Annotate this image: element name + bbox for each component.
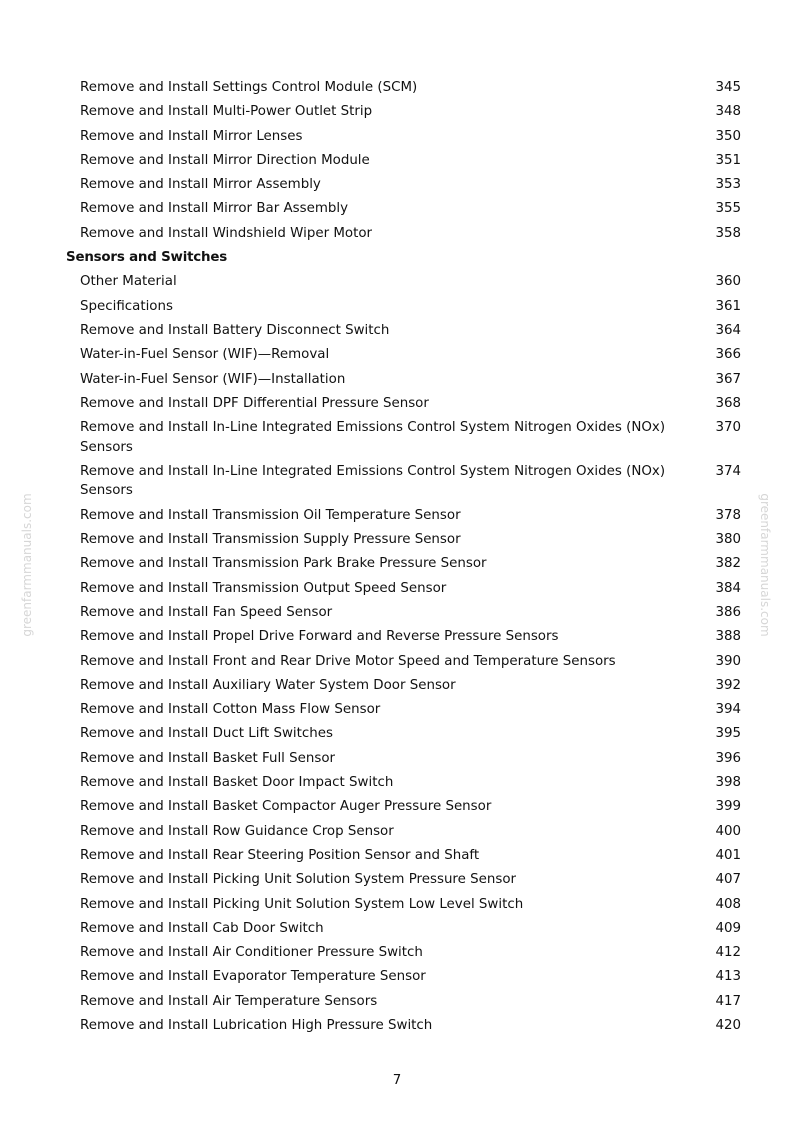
toc-entry-page-number: 370: [715, 420, 741, 436]
toc-entry-page-number: 407: [715, 872, 741, 888]
toc-entry-page-number: 396: [715, 750, 741, 766]
toc-entry-page-number: 368: [715, 395, 741, 411]
toc-entry-page-number: 374: [715, 463, 741, 479]
toc-entry[interactable]: [66, 76, 746, 100]
toc-entry[interactable]: [66, 270, 746, 294]
toc-entry-page-number: 350: [715, 128, 741, 144]
toc-entry-page-number: 360: [715, 274, 741, 290]
toc-group-top: [66, 76, 746, 246]
toc-entry[interactable]: [66, 820, 746, 844]
toc-entry[interactable]: [66, 868, 746, 892]
toc-entry[interactable]: [66, 504, 746, 528]
toc-entry-page-number: 382: [715, 556, 741, 572]
toc-entry-page-number: 380: [715, 532, 741, 548]
toc-entry[interactable]: [66, 990, 746, 1014]
watermark-left: greenfarmmanuals.com: [20, 493, 34, 637]
toc-entry-title: Other Material: [80, 274, 177, 290]
toc-entry-page-number: 353: [715, 177, 741, 193]
toc-entry[interactable]: [66, 747, 746, 771]
toc-entry-page-number: 345: [715, 80, 741, 95]
toc-entry-page-number: 408: [715, 896, 741, 912]
toc-entry-page-number: 392: [715, 677, 741, 693]
toc-entry-title: Remove and Install Row Guidance Crop Sensor: [80, 823, 394, 839]
toc-entry-page-number: 413: [715, 969, 741, 985]
toc-entry[interactable]: [66, 577, 746, 601]
toc-entry[interactable]: [66, 601, 746, 625]
toc-entry-page-number: 400: [715, 823, 741, 839]
toc-entry-page-number: 351: [715, 152, 741, 168]
toc-entry-title: Remove and Install Mirror Assembly: [80, 177, 321, 193]
toc-entry[interactable]: [66, 917, 746, 941]
toc-entry-title: Remove and Install Mirror Direction Module: [80, 152, 370, 168]
toc-entry[interactable]: [66, 625, 746, 649]
toc-entry[interactable]: [66, 552, 746, 576]
toc-entry-title: Remove and Install Transmission Park Brake Pressure Sensor: [80, 556, 487, 572]
toc-entry-page-number: 394: [715, 702, 741, 718]
toc-entry[interactable]: [66, 295, 746, 319]
toc-entry-title: Remove and Install Duct Lift Switches: [80, 726, 333, 742]
toc-entry-title: Remove and Install Transmission Output Speed Sensor: [80, 580, 447, 596]
toc-entry-page-number: 420: [715, 1017, 741, 1033]
toc-entry-title: Remove and Install Settings Control Module (SCM): [80, 80, 418, 95]
watermark-right: greenfarmmanuals.com: [758, 493, 772, 637]
toc-entry[interactable]: [66, 795, 746, 819]
toc-entry-page-number: 398: [715, 775, 741, 791]
toc-entry-title: Remove and Install In-Line Integrated Emissions Control System Nitrogen Oxides (NOx) Sensors: [80, 420, 666, 455]
toc-entry[interactable]: [66, 222, 746, 246]
toc-entry-title: Remove and Install Transmission Oil Temperature Sensor: [80, 507, 461, 523]
toc-entry-title: Remove and Install Basket Door Impact Switch: [80, 775, 394, 791]
toc-group-sensors-and-switches: [66, 270, 746, 1038]
toc-entry-page-number: 361: [715, 298, 741, 314]
toc-entry[interactable]: [66, 100, 746, 124]
toc-entry[interactable]: [66, 392, 746, 416]
toc-entry[interactable]: [66, 698, 746, 722]
toc-entry-page-number: 386: [715, 604, 741, 620]
toc-entry-page-number: 390: [715, 653, 741, 669]
toc-entry-title: Remove and Install Lubrication High Pressure Switch: [80, 1017, 433, 1033]
toc-entry-title: Remove and Install Cotton Mass Flow Sensor: [80, 702, 381, 718]
toc-entry-title: Remove and Install Mirror Bar Assembly: [80, 201, 349, 217]
toc-entry-title: Specifications: [80, 298, 173, 314]
toc-entry[interactable]: [66, 343, 746, 367]
table-of-contents: [66, 76, 746, 1038]
section-heading-sensors-and-switches[interactable]: Sensors and Switches: [66, 250, 228, 266]
toc-entry-page-number: 395: [715, 726, 741, 742]
toc-entry[interactable]: [66, 528, 746, 552]
toc-entry[interactable]: [66, 149, 746, 173]
toc-entry[interactable]: [66, 460, 746, 504]
toc-entry-title: Remove and Install Propel Drive Forward and Reverse Pressure Sensors: [80, 629, 559, 645]
toc-entry-page-number: 384: [715, 580, 741, 596]
toc-entry[interactable]: [66, 722, 746, 746]
toc-entry[interactable]: [66, 319, 746, 343]
toc-entry-title: Remove and Install Windshield Wiper Motor: [80, 225, 373, 241]
toc-entry-title: Water-in-Fuel Sensor (WIF)—Removal: [80, 347, 330, 363]
toc-entry-title: Remove and Install Mirror Lenses: [80, 128, 303, 144]
toc-entry-title: Remove and Install DPF Differential Pressure Sensor: [80, 395, 429, 411]
toc-entry[interactable]: [66, 844, 746, 868]
toc-entry-title: Remove and Install Battery Disconnect Switch: [80, 322, 390, 338]
toc-entry-page-number: 358: [715, 225, 741, 241]
toc-entry[interactable]: [66, 771, 746, 795]
toc-entry-page-number: 348: [715, 104, 741, 120]
toc-entry[interactable]: [66, 674, 746, 698]
toc-entry-title: Remove and Install Air Temperature Sensors: [80, 993, 378, 1009]
toc-entry[interactable]: [66, 1014, 746, 1038]
toc-entry-title: Remove and Install Picking Unit Solution System Pressure Sensor: [80, 872, 517, 888]
toc-entry-title: Remove and Install Front and Rear Drive Motor Speed and Temperature Sensors: [80, 653, 616, 669]
toc-entry[interactable]: [66, 416, 746, 460]
toc-entry-title: Remove and Install In-Line Integrated Emissions Control System Nitrogen Oxides (NOx) Sensors: [80, 463, 666, 499]
toc-entry-title: Remove and Install Multi-Power Outlet Strip: [80, 104, 373, 120]
toc-entry[interactable]: [66, 650, 746, 674]
toc-entry-title: Remove and Install Transmission Supply Pressure Sensor: [80, 532, 461, 548]
toc-entry-title: Remove and Install Cab Door Switch: [80, 920, 324, 936]
toc-entry-title: Remove and Install Fan Speed Sensor: [80, 604, 333, 620]
toc-entry-page-number: 366: [715, 347, 741, 363]
toc-entry-page-number: 388: [715, 629, 741, 645]
toc-entry[interactable]: [66, 368, 746, 392]
toc-entry-page-number: 364: [715, 322, 741, 338]
page-number: 7: [392, 1073, 402, 1088]
toc-entry[interactable]: [66, 125, 746, 149]
toc-entry-title: Remove and Install Rear Steering Position Sensor and Shaft: [80, 847, 480, 863]
toc-entry-title: Remove and Install Picking Unit Solution System Low Level Switch: [80, 896, 524, 912]
toc-entry-page-number: 355: [715, 201, 741, 217]
toc-entry[interactable]: [66, 893, 746, 917]
toc-entry-page-number: 409: [715, 920, 741, 936]
toc-entry-page-number: 378: [715, 507, 741, 523]
toc-entry-page-number: 417: [715, 993, 741, 1009]
toc-entry[interactable]: [66, 965, 746, 989]
toc-entry[interactable]: [66, 941, 746, 965]
toc-entry-page-number: 399: [715, 799, 741, 815]
toc-entry-title: Remove and Install Air Conditioner Pressure Switch: [80, 945, 423, 961]
toc-entry-page-number: 401: [715, 847, 741, 863]
toc-entry-title: Remove and Install Auxiliary Water System Door Sensor: [80, 677, 456, 693]
toc-entry-title: Remove and Install Basket Full Sensor: [80, 750, 336, 766]
toc-entry-page-number: 412: [715, 945, 741, 961]
toc-entry-title: Remove and Install Evaporator Temperature Sensor: [80, 969, 426, 985]
toc-entry[interactable]: [66, 173, 746, 197]
toc-entry-page-number: 367: [715, 371, 741, 387]
toc-entry-title: Remove and Install Basket Compactor Auger Pressure Sensor: [80, 799, 492, 815]
toc-entry-title: Water-in-Fuel Sensor (WIF)—Installation: [80, 371, 346, 387]
toc-entry[interactable]: [66, 197, 746, 221]
